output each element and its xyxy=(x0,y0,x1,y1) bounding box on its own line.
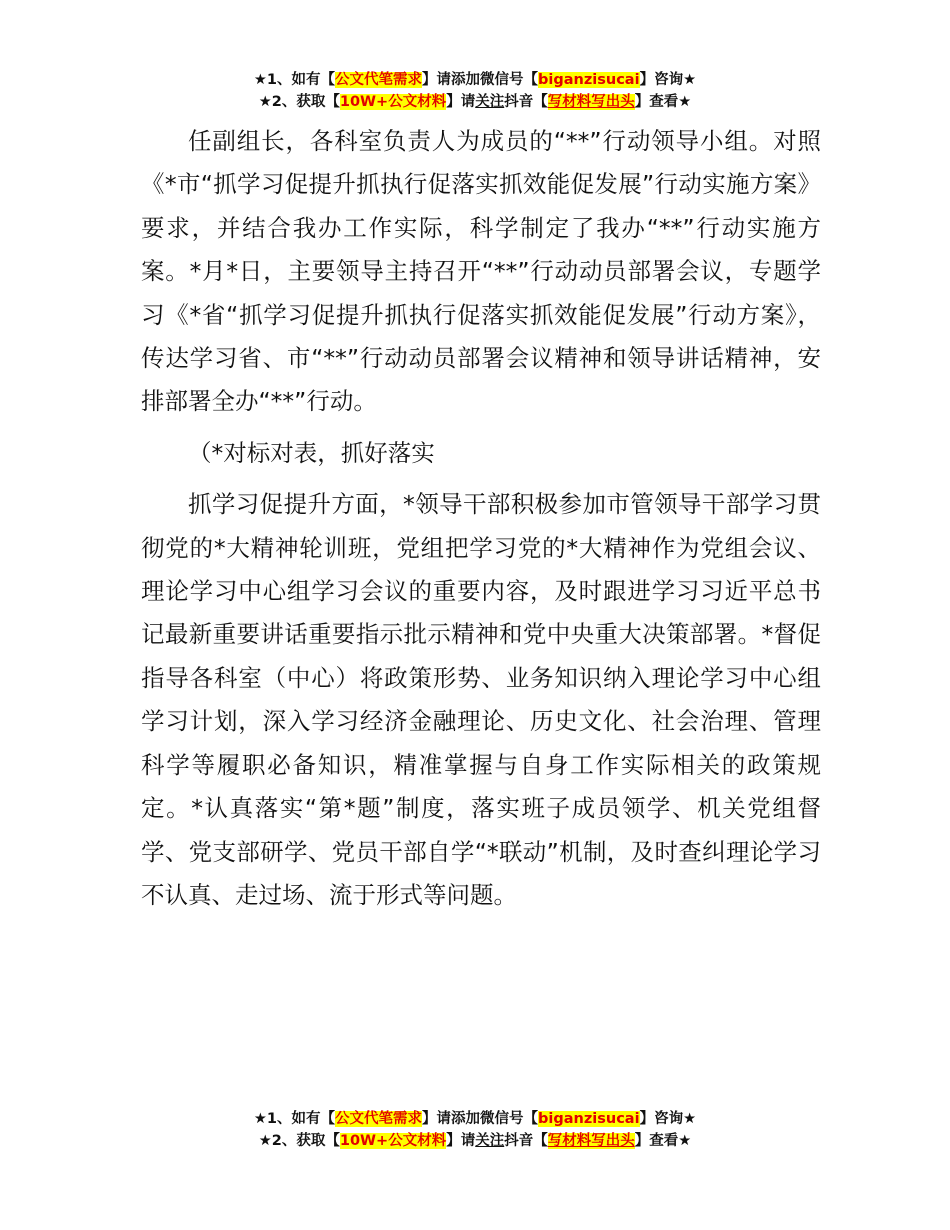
footer-banner xyxy=(0,1108,950,1152)
document-body xyxy=(141,120,821,917)
wechat-id-highlight: biganzisucai xyxy=(538,1111,640,1127)
banner-text: 微信号【 xyxy=(480,1111,539,1127)
banner-text: 】请 xyxy=(446,1133,476,1149)
banner-text: 2、获取【 xyxy=(271,1133,340,1149)
section-heading: （*对标对表，抓好落实 xyxy=(188,438,435,467)
banner-text: 微信号【 xyxy=(480,72,539,88)
banner-text: 1、如有【 xyxy=(266,1111,336,1127)
banner-text: 】查看 xyxy=(634,94,679,110)
banner-text: 抖音【 xyxy=(504,94,548,110)
banner-text: 】咨询 xyxy=(639,1111,684,1127)
banner-text: 2、获取【 xyxy=(271,94,340,110)
body-paragraph-1: 任副组长，各科室负责人为成员的“**”行动领导小组。对照《*市“抓学习促提升抓执行促落实抓效能促发展”行动实施方案》要求，并结合我办工作实际，科学制定了我办“**”行动实施方案。*月*日，主要领导主持召开“**”行动动员部署会议，专题学习《*省“抓学习促提升抓执行促落实抓效能促发展”行动方案》，传达学习省、市“**”行动动员部署会议精神和领导讲话精神，安排部署全办“**”行动。 xyxy=(141,127,821,416)
douyin-account-highlight: 写材料写出头 xyxy=(547,1133,635,1149)
banner-emphasis: 添加 xyxy=(451,72,481,88)
ghostwriting-highlight: 公文代笔需求 xyxy=(335,1111,423,1127)
body-paragraph-2: 抓学习促提升方面，*领导干部积极参加市管领导干部学习贯彻党的*大精神轮训班，党组把学习党的*大精神作为党组会议、理论学习中心组学习会议的重要内容，及时跟进学习习近平总书记最新重要讲话重要指示批示精神和党中央重大决策部署。*督促指导各科室（中心）将政策形势、业务知识纳入理论学习中心组学习计划，深入学习经济金融理论、历史文化、社会治理、管理科学等履职必备知识，精准掌握与自身工作实际相关的政策规定。*认真落实“第*题”制度，落实班子成员领学、机关党组督学、党支部研学、党员干部自学“*联动”机制，及时查纠理论学习不认真、走过场、流于形式等问题。 xyxy=(141,490,821,909)
materials-highlight: 10W+公文材料 xyxy=(339,1133,447,1149)
star-icon: ★ xyxy=(678,94,692,110)
douyin-account-highlight: 写材料写出头 xyxy=(547,94,635,110)
star-icon: ★ xyxy=(253,72,267,88)
header-banner-line-2 xyxy=(0,91,950,113)
star-icon: ★ xyxy=(258,94,272,110)
wechat-id-highlight: biganzisucai xyxy=(538,72,640,88)
banner-emphasis: 添加 xyxy=(451,1111,481,1127)
ghostwriting-highlight: 公文代笔需求 xyxy=(335,72,423,88)
banner-text: 】请 xyxy=(422,1111,452,1127)
banner-emphasis: 关注 xyxy=(475,1133,505,1149)
star-icon: ★ xyxy=(258,1133,272,1149)
banner-text: 】请 xyxy=(422,72,452,88)
star-icon: ★ xyxy=(678,1133,692,1149)
materials-highlight: 10W+公文材料 xyxy=(339,94,447,110)
banner-text: 1、如有【 xyxy=(266,72,336,88)
banner-text: 】查看 xyxy=(634,1133,679,1149)
star-icon: ★ xyxy=(683,1111,697,1127)
footer-banner-line-2 xyxy=(0,1130,950,1152)
header-banner-line-1 xyxy=(0,69,950,91)
banner-text: 】咨询 xyxy=(639,72,684,88)
footer-banner-line-1 xyxy=(0,1108,950,1130)
header-banner xyxy=(0,69,950,113)
star-icon: ★ xyxy=(253,1111,267,1127)
banner-text: 】请 xyxy=(446,94,476,110)
banner-text: 抖音【 xyxy=(504,1133,548,1149)
banner-emphasis: 关注 xyxy=(475,94,505,110)
star-icon: ★ xyxy=(683,72,697,88)
